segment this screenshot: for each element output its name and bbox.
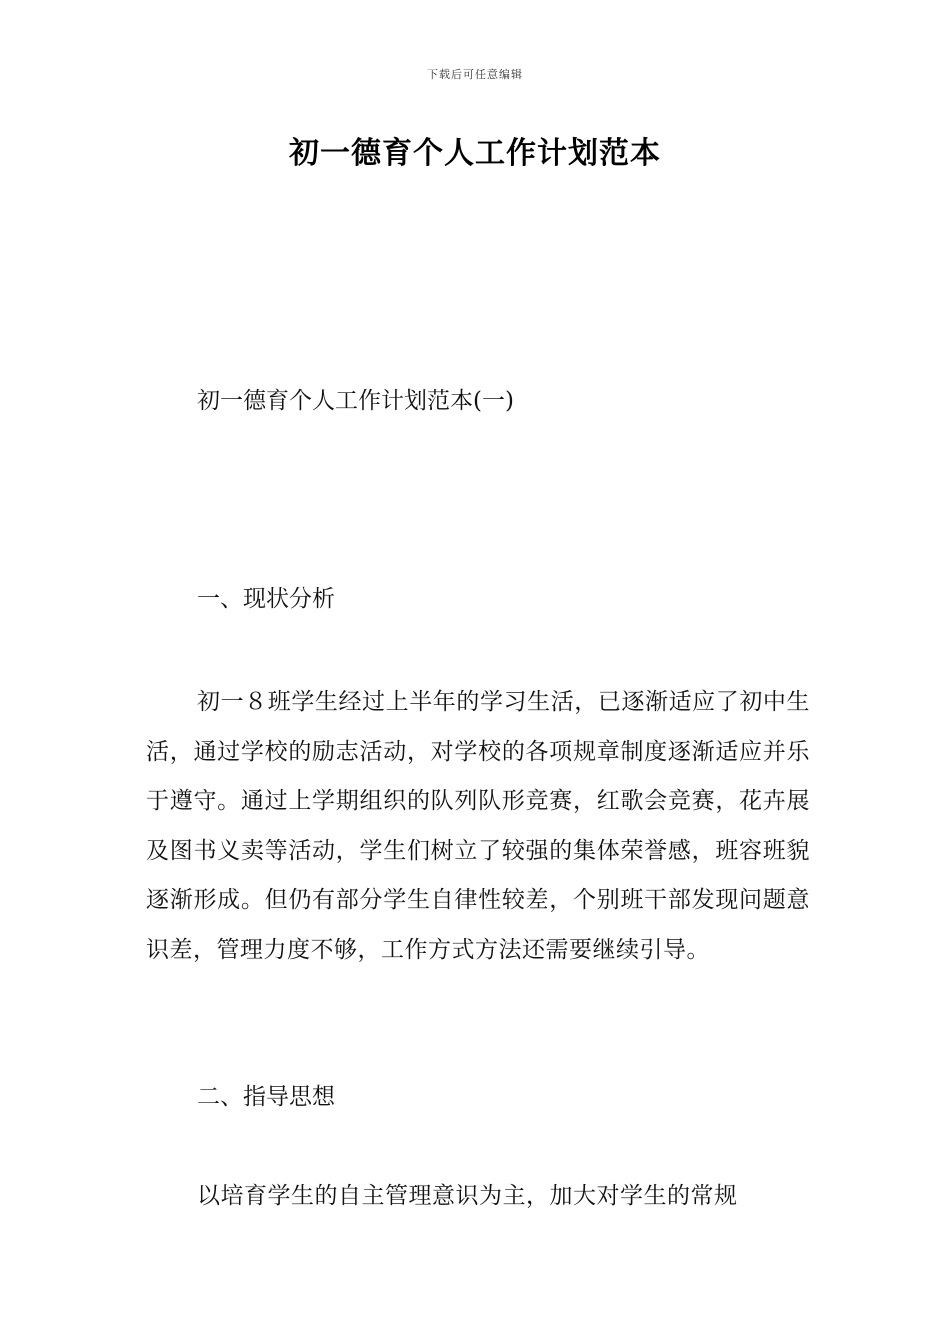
section-paragraph-guiding-ideology: 以培育学生的自主管理意识为主，加大对学生的常规 (197, 1183, 738, 1209)
page-title: 初一德育个人工作计划范本 (289, 136, 661, 171)
section-heading-guiding-ideology: 二、指导思想 (197, 1084, 335, 1110)
section-paragraph-status-analysis: 初一８班学生经过上半年的学习生活，已逐渐适应了初中生活，通过学校的励志活动，对学校的各项规章制度逐渐适应并乐于遵守。通过上学期组织的队列队形竞赛，红歌会竞赛，花卉展及图书义卖等活动，学生们树立了较强的集体荣誉感，班容班貌逐渐形成。但仍有部分学生自律性较差，个别班干部发现问题意识差，管理力度不够，工作方式方法还需要继续引导。 (146, 689, 810, 963)
header-note: 下载后可任意编辑 (427, 68, 523, 81)
section-heading-status-analysis: 一、现状分析 (197, 586, 335, 612)
document-subtitle: 初一德育个人工作计划范本(一) (197, 388, 514, 414)
